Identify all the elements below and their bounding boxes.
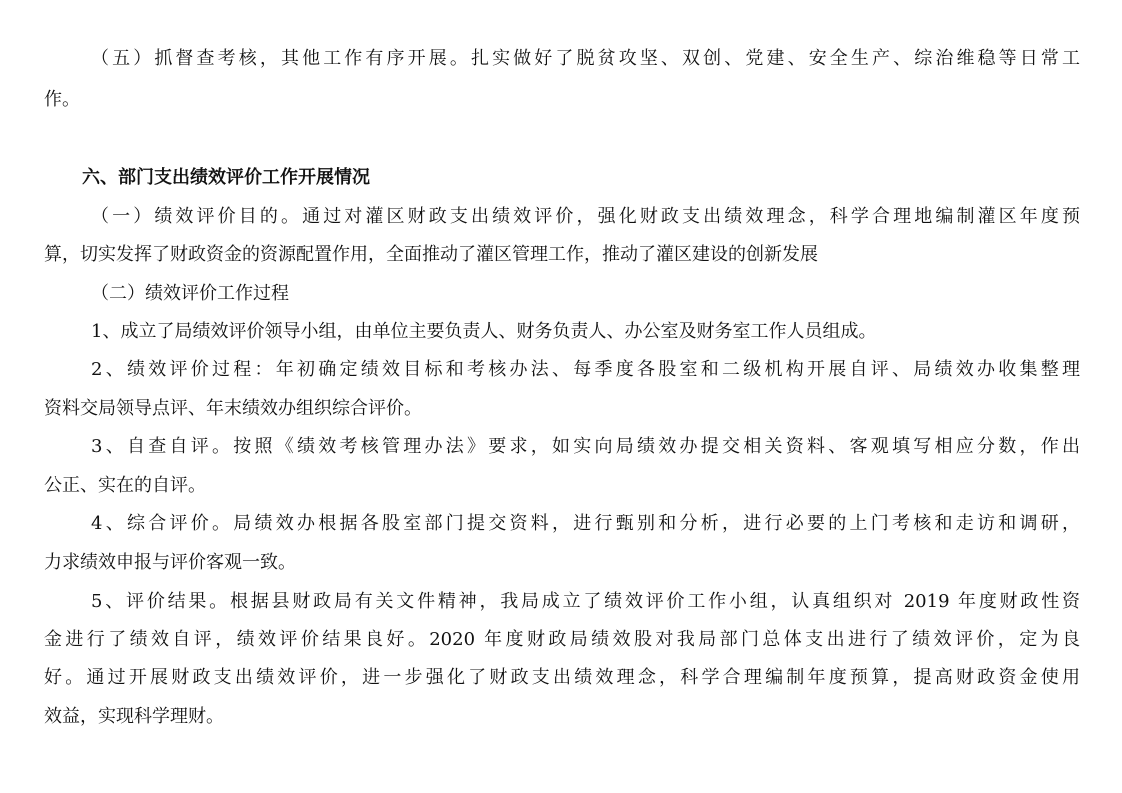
item-4-line-2: 力求绩效申报与评价客观一致。 — [44, 552, 296, 573]
item-5-line-3: 好。通过开展财政支出绩效评价，进一步强化了财政支出绩效理念，科学合理编制年度预算，提高财政资金使用 — [44, 667, 1080, 688]
process-heading: （二）绩效评价工作过程 — [91, 283, 289, 304]
paragraph-5-line-2: 作。 — [44, 89, 80, 110]
paragraph-5-line-1: （五）抓督查考核，其他工作有序开展。扎实做好了脱贫攻坚、双创、党建、安全生产、综治维稳等日常工 — [91, 48, 1080, 69]
item-4-line-1: 4、综合评价。局绩效办根据各股室部门提交资料，进行甄别和分析，进行必要的上门考核和走访和调研， — [91, 513, 1080, 534]
item-1: 1、成立了局绩效评价领导小组，由单位主要负责人、财务负责人、办公室及财务室工作人员组成。 — [91, 321, 877, 342]
purpose-line-1: （一）绩效评价目的。通过对灌区财政支出绩效评价，强化财政支出绩效理念，科学合理地编制灌区年度预 — [91, 206, 1080, 227]
item-5-line-1: 5、评价结果。根据县财政局有关文件精神，我局成立了绩效评价工作小组，认真组织对 2019 年度财政性资 — [91, 591, 1080, 612]
item-3-line-2: 公正、实在的自评。 — [44, 475, 206, 496]
item-5-line-2: 金进行了绩效自评，绩效评价结果良好。2020 年度财政局绩效股对我局部门总体支出进行了绩效评价，定为良 — [44, 629, 1080, 650]
purpose-line-2: 算，切实发挥了财政资金的资源配置作用，全面推动了灌区管理工作，推动了灌区建设的创新发展 — [44, 244, 818, 265]
item-2-line-2: 资料交局领导点评、年末绩效办组织综合评价。 — [44, 398, 422, 419]
item-3-line-1: 3、自查自评。按照《绩效考核管理办法》要求，如实向局绩效办提交相关资料、客观填写相应分数，作出 — [91, 436, 1080, 457]
item-2-line-1: 2、绩效评价过程：年初确定绩效目标和考核办法、每季度各股室和二级机构开展自评、局绩效办收集整理 — [91, 359, 1080, 380]
section-heading: 六、部门支出绩效评价工作开展情况 — [82, 167, 370, 188]
item-5-line-4: 效益，实现科学理财。 — [44, 706, 224, 727]
